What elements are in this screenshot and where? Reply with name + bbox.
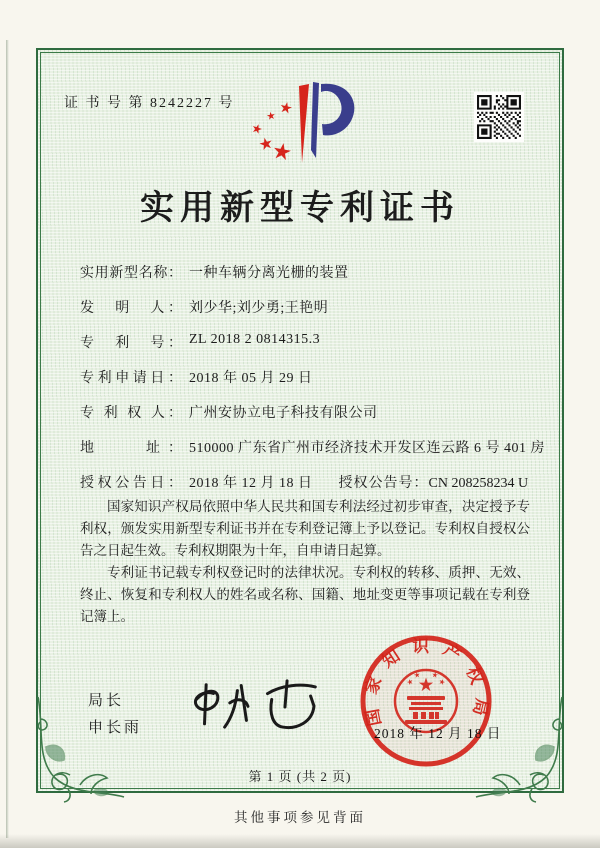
field-value: 2018 年 05 月 29 日 (189, 371, 313, 386)
field-row-patentee (80, 402, 550, 422)
flourish-bottom-left-icon (28, 691, 128, 803)
flourish-graphic (28, 691, 128, 803)
seal-date: 2018 年 12 月 18 日 (374, 726, 502, 741)
signature-strokes (175, 673, 337, 743)
legal-paragraph-2: 专利证书记载专利权登记时的法律状况。专利权的转移、质押、无效、终止、恢复和专利权人的姓名或名称、国籍、地址变更等事项记载在专利登记簿上。 (80, 565, 530, 624)
field-label: 专 利 权 人： (80, 406, 182, 421)
field-row-address (80, 437, 550, 457)
scan-bottom-shadow (0, 834, 600, 848)
director-signature (175, 673, 337, 743)
field-row-grant-date (80, 472, 550, 492)
field-grant-number (339, 476, 529, 491)
field-label: 专 利 号： (80, 336, 182, 351)
field-label: 授权公告号： (338, 476, 429, 491)
certificate-frame (36, 48, 564, 793)
field-row-filing-date (80, 367, 550, 387)
field-row-name (80, 262, 550, 282)
field-value: 510000 广东省广州市经济技术开发区连云路 6 号 401 房 (189, 441, 545, 456)
director-name: 申长雨 (88, 720, 143, 736)
legal-paragraph-1: 国家知识产权局依照中华人民共和国专利法经过初步审查，决定授予专利权，颁发实用新型专利证书并在专利登记簿上予以登记。专利权自授权公告之日起生效。专利权期限为十年，自申请日起算。 (80, 499, 530, 558)
director-title: 局长 (88, 693, 125, 709)
field-label: 实用新型名称： (80, 266, 182, 281)
scan-left-edge-shadow (6, 40, 9, 838)
certificate-title: 实用新型专利证书 (140, 190, 460, 227)
logo-stars (251, 101, 293, 161)
field-value: 一种车辆分离光栅的装置 (189, 266, 349, 281)
flourish-bottom-right-icon (472, 691, 572, 803)
field-list (80, 262, 550, 507)
field-row-inventors (80, 297, 550, 317)
field-value: 广州安协立电子科技有限公司 (189, 406, 378, 421)
cnipa-patent-logo (242, 68, 392, 188)
qr-code-graphic (477, 95, 521, 139)
page-number: 第 1 页 (共 2 页) (248, 769, 352, 784)
field-label: 授权公告日： (80, 476, 182, 491)
logo-blue-bar (311, 82, 319, 158)
back-note: 其他事项参见背面 (234, 810, 366, 825)
logo-red-wedge (299, 84, 309, 163)
flourish-graphic (472, 691, 572, 803)
legal-text (80, 496, 530, 628)
field-label: 地 址： (80, 441, 182, 456)
cnipa-logo-graphic (242, 68, 392, 188)
field-label: 发 明 人： (80, 301, 182, 316)
field-value: 2018 年 12 月 18 日 (189, 476, 313, 491)
logo-p-bowl (321, 84, 354, 136)
field-row-patent-no (80, 332, 550, 352)
qr-code (474, 92, 524, 142)
field-value: CN 208258234 U (428, 476, 529, 491)
field-value: 刘少华;刘少勇;王艳明 (189, 301, 329, 316)
seal-agency-text: 国家知识产权局 (360, 636, 492, 730)
certificate-number: 证 书 号 第 8242227 号 (64, 96, 235, 111)
field-value: ZL 2018 2 0814315.3 (189, 332, 321, 347)
field-label: 专利申请日： (80, 371, 182, 386)
